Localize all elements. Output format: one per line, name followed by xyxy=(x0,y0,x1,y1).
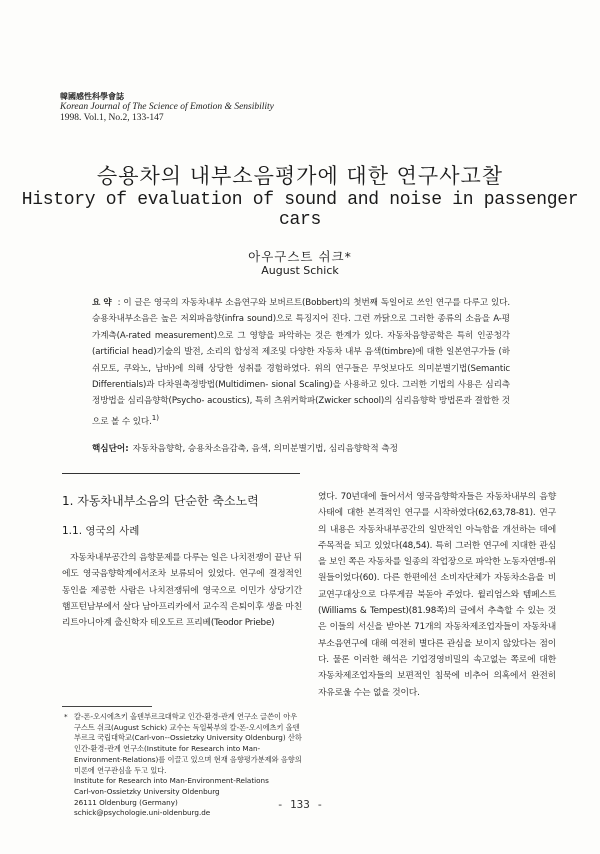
journal-volume: 1998. Vol.1, No.2, 133-147 xyxy=(60,113,164,123)
author-korean: 아우구스트 쉬크* xyxy=(248,249,352,264)
footnote-address-line-1: Institute for Research into Man-Environment-Relations xyxy=(74,776,269,786)
footnote-marker: * xyxy=(64,712,68,721)
footnote-address-line-3: 26111 Oldenburg (Germany) xyxy=(74,797,178,807)
journal-english-name: Korean Journal of The Science of Emotion & Sensibility xyxy=(60,102,274,112)
right-column xyxy=(318,489,556,701)
journal-korean-name: 韓國感性科學會誌 xyxy=(60,92,124,101)
abstract-note: 1) xyxy=(151,412,159,422)
keywords-label: 핵심단어: xyxy=(92,444,129,454)
keywords-text: 자동차음향학, 승용차소음감축, 음색, 의미분별기법, 심리음향학적 측정 xyxy=(132,444,398,454)
page-number: - 133 - xyxy=(276,798,324,811)
footnote-rule xyxy=(62,706,152,707)
abstract-text: : 이 글은 영국의 자동차내부 소음연구와 보버르트(Bobbert)의 첫번째 독일어로 쓰인 연구를 다루고 있다. 승용차내부소음은 높은 저외파음향(infra sound)으로 특징지어 진다. 그런 까닭으로 그러한 종류의 소음을 A-평가계측(A-rated measurement)으로 그 영향을 파악하는 것은 한계가 있다. 자동차음향공학은 특히 인공청각(artificial head)기술의 발전, 소리의 합성적 제조및 다양한 자동차 내부 음색(timbre)에 대한 일본연구가들 (하쉬모토, 쿠와노, 남바)에 의해 상당한 성취를 경험하였다. 위의 연구들은 무엇보다도 의미분별기법(Semantic Differentials)과 다차원축정방법(Multidimen- sional Scaling)을 사용하고 있다. 그러한 기법의 사용은 심리측정방법을 심리음향학(Psycho- acoustics), 특히 츠위커학파(Zwicker school)의 심리음향학 방법론과 결합한 것으로 볼 수 있다. xyxy=(92,298,511,427)
section-divider xyxy=(62,473,300,474)
title-korean: 승용차의 내부소음평가에 대한 연구사고찰 xyxy=(96,164,504,188)
journal-header xyxy=(60,91,274,124)
left-column xyxy=(62,492,302,631)
keywords xyxy=(92,442,522,454)
left-body-text: 자동차내부공간의 음향문제를 다루는 일은 나치전쟁이 끝난 뒤에도 영국음향학계에서조차 보류되어 있었다. 연구에 결정적인 동인을 제공한 사람은 나치전쟁뒤에 영국으로 이민가 상당기간 햄프턴남부에서 살다 남아프리카에서 교수직 은퇴이후 생을 마친 리트아니아계 출신학자 테오도르 프리베(Teodor Priebe) xyxy=(62,553,302,629)
right-body-text: 였다. 70년대에 들어서서 영국음향학자들은 자동차내부의 음향사태에 대한 본격적인 연구를 시작하였다(62,63,78-81). 연구의 내용은 자동차내부공간의 일반적인 아늑함을 개선하는 데에 주목적을 되고 있었다(48,54). 특히 그러한 연구에 지대한 관심을 보인 쪽은 자동차를 일종의 작업장으로 파악한 노동자연맹-위원들이었다(60). 다른 한편에선 소비자단체가 자동차소음을 비교연구대상으로 다루게끔 북돋아 주었다. 윌리엄스와 템페스트(Williams & Tempest)(81.98쪽)의 글에서 추측할 수 있는 것은 이들의 서신을 받아본 71개의 자동차제조업자들이 자동차내부소음연구에 대해 여전히 별다른 관심을 보이지 않았다는 점이다. 물론 이러한 해석은 기업경영비밀의 속고없는 쪽로에 대한 자동차제조업자들의 보편적인 침묵에 비추어 의혹에서 완전히 자유로울 수는 없을 것이다. xyxy=(318,492,556,698)
title-english: History of evaluation of sound and noise in passenger cars xyxy=(21,190,579,230)
subsection-heading: 1.1. 영국의 사례 xyxy=(62,525,140,537)
section-heading: 1. 자동차내부소음의 단순한 축소노력 xyxy=(62,494,259,508)
footnote-address-line-2: Carl-von-Ossietzky University Oldenburg xyxy=(74,786,220,796)
footnote-korean: 칼-폰-오시에츠키 올덴부르크대학교 인간-환경-관계 연구소 글쓴이 아우구스트 쉬크(August Schick) 교수는 독일북부의 칼-폰-오시에츠키 올덴부르크 국립대학교(Carl-von--Ossietzky University Oldenburg) 산하 인간-환경-관계 연구소(Institute for Research into Man-Environment-Relations)를 이끌고 있으며 현재 음향평가분제와 음향의미론에 연구관심을 두고 있다. xyxy=(74,712,302,775)
author-english: August Schick xyxy=(261,264,339,277)
footnote-email: schick@psychologie.uni-oldenburg.de xyxy=(74,808,211,818)
abstract-label: 요 약 xyxy=(92,298,112,308)
abstract xyxy=(92,295,510,430)
